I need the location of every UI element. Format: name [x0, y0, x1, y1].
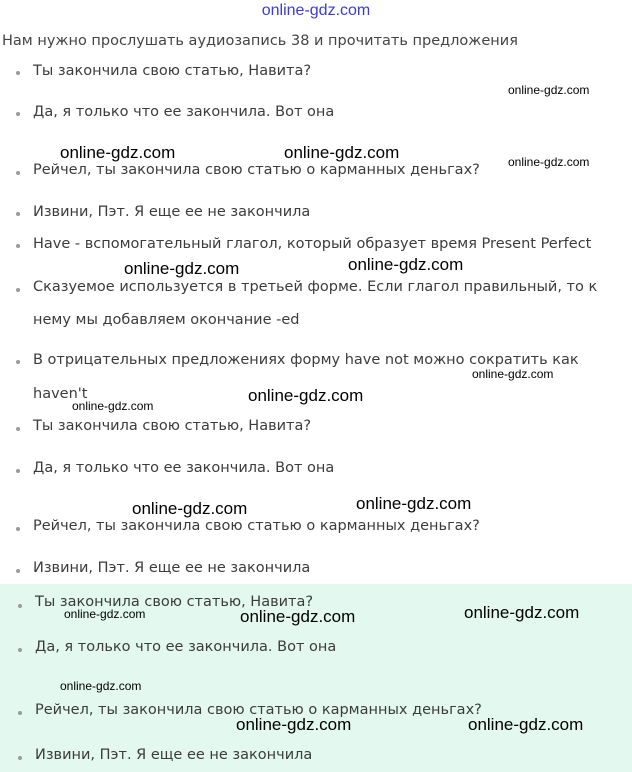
list-item: Извини, Пэт. Я еще ее не закончила: [35, 747, 313, 763]
bullet-icon: [18, 711, 22, 715]
list-item-continuation: haven't: [33, 386, 88, 402]
watermark: online-gdz.com: [356, 494, 472, 513]
watermark: online-gdz.com: [468, 715, 584, 734]
list-item: Извини, Пэт. Я еще ее не закончила: [33, 204, 311, 220]
watermark: online-gdz.com: [284, 143, 400, 162]
bullet-icon: [18, 756, 22, 760]
watermark: online-gdz.com: [124, 259, 240, 278]
list-item: Have - вспомогательный глагол, который образует время Present Perfect: [33, 236, 592, 252]
list-item: Да, я только что ее закончила. Вот она: [33, 104, 335, 120]
watermark: online-gdz.com: [508, 155, 590, 169]
watermark: online-gdz.com: [240, 607, 356, 626]
header-site-link[interactable]: online-gdz.com: [261, 2, 371, 19]
bullet-icon: [16, 112, 20, 116]
watermark: online-gdz.com: [72, 399, 154, 413]
list-item: Да, я только что ее закончила. Вот она: [33, 460, 335, 476]
list-item: Рейчел, ты закончила свою статью о карманных деньгах?: [35, 702, 482, 718]
bullet-icon: [16, 360, 20, 364]
bullet-icon: [18, 648, 22, 652]
watermark: online-gdz.com: [60, 143, 176, 162]
watermark: online-gdz.com: [60, 679, 142, 693]
list-item: Ты закончила свою статью, Навита?: [33, 418, 312, 434]
bullet-icon: [16, 469, 20, 473]
bullet-icon: [16, 171, 20, 175]
bullet-icon: [16, 71, 20, 75]
watermark: online-gdz.com: [132, 499, 248, 518]
bullet-icon: [16, 244, 20, 248]
intro-text: Нам нужно прослушать аудиозапись 38 и прочитать предложения: [2, 33, 518, 49]
bullet-icon: [16, 212, 20, 216]
watermark: online-gdz.com: [472, 367, 554, 381]
watermark: online-gdz.com: [236, 715, 352, 734]
list-item: В отрицательных предложениях форму have not можно сократить как: [33, 352, 579, 368]
list-item: Ты закончила свою статью, Навита?: [35, 594, 314, 610]
watermark: online-gdz.com: [64, 607, 146, 621]
bullet-icon: [16, 569, 20, 573]
bullet-icon: [16, 288, 20, 292]
list-item: Рейчел, ты закончила свою статью о карманных деньгах?: [33, 518, 480, 534]
list-item-continuation: нему мы добавляем окончание -ed: [33, 312, 300, 328]
bullet-icon: [18, 604, 22, 608]
watermark: online-gdz.com: [508, 83, 590, 97]
bullet-icon: [16, 527, 20, 531]
list-item: Да, я только что ее закончила. Вот она: [35, 639, 337, 655]
list-item: Рейчел, ты закончила свою статью о карманных деньгах?: [33, 162, 480, 178]
list-item: Сказуемое используется в третьей форме. Если глагол правильный, то к: [33, 279, 598, 295]
watermark: online-gdz.com: [248, 386, 364, 405]
list-item: Извини, Пэт. Я еще ее не закончила: [33, 560, 311, 576]
list-item: Ты закончила свою статью, Навита?: [33, 63, 312, 79]
bullet-icon: [16, 427, 20, 431]
watermark: online-gdz.com: [464, 603, 580, 622]
watermark: online-gdz.com: [348, 255, 464, 274]
